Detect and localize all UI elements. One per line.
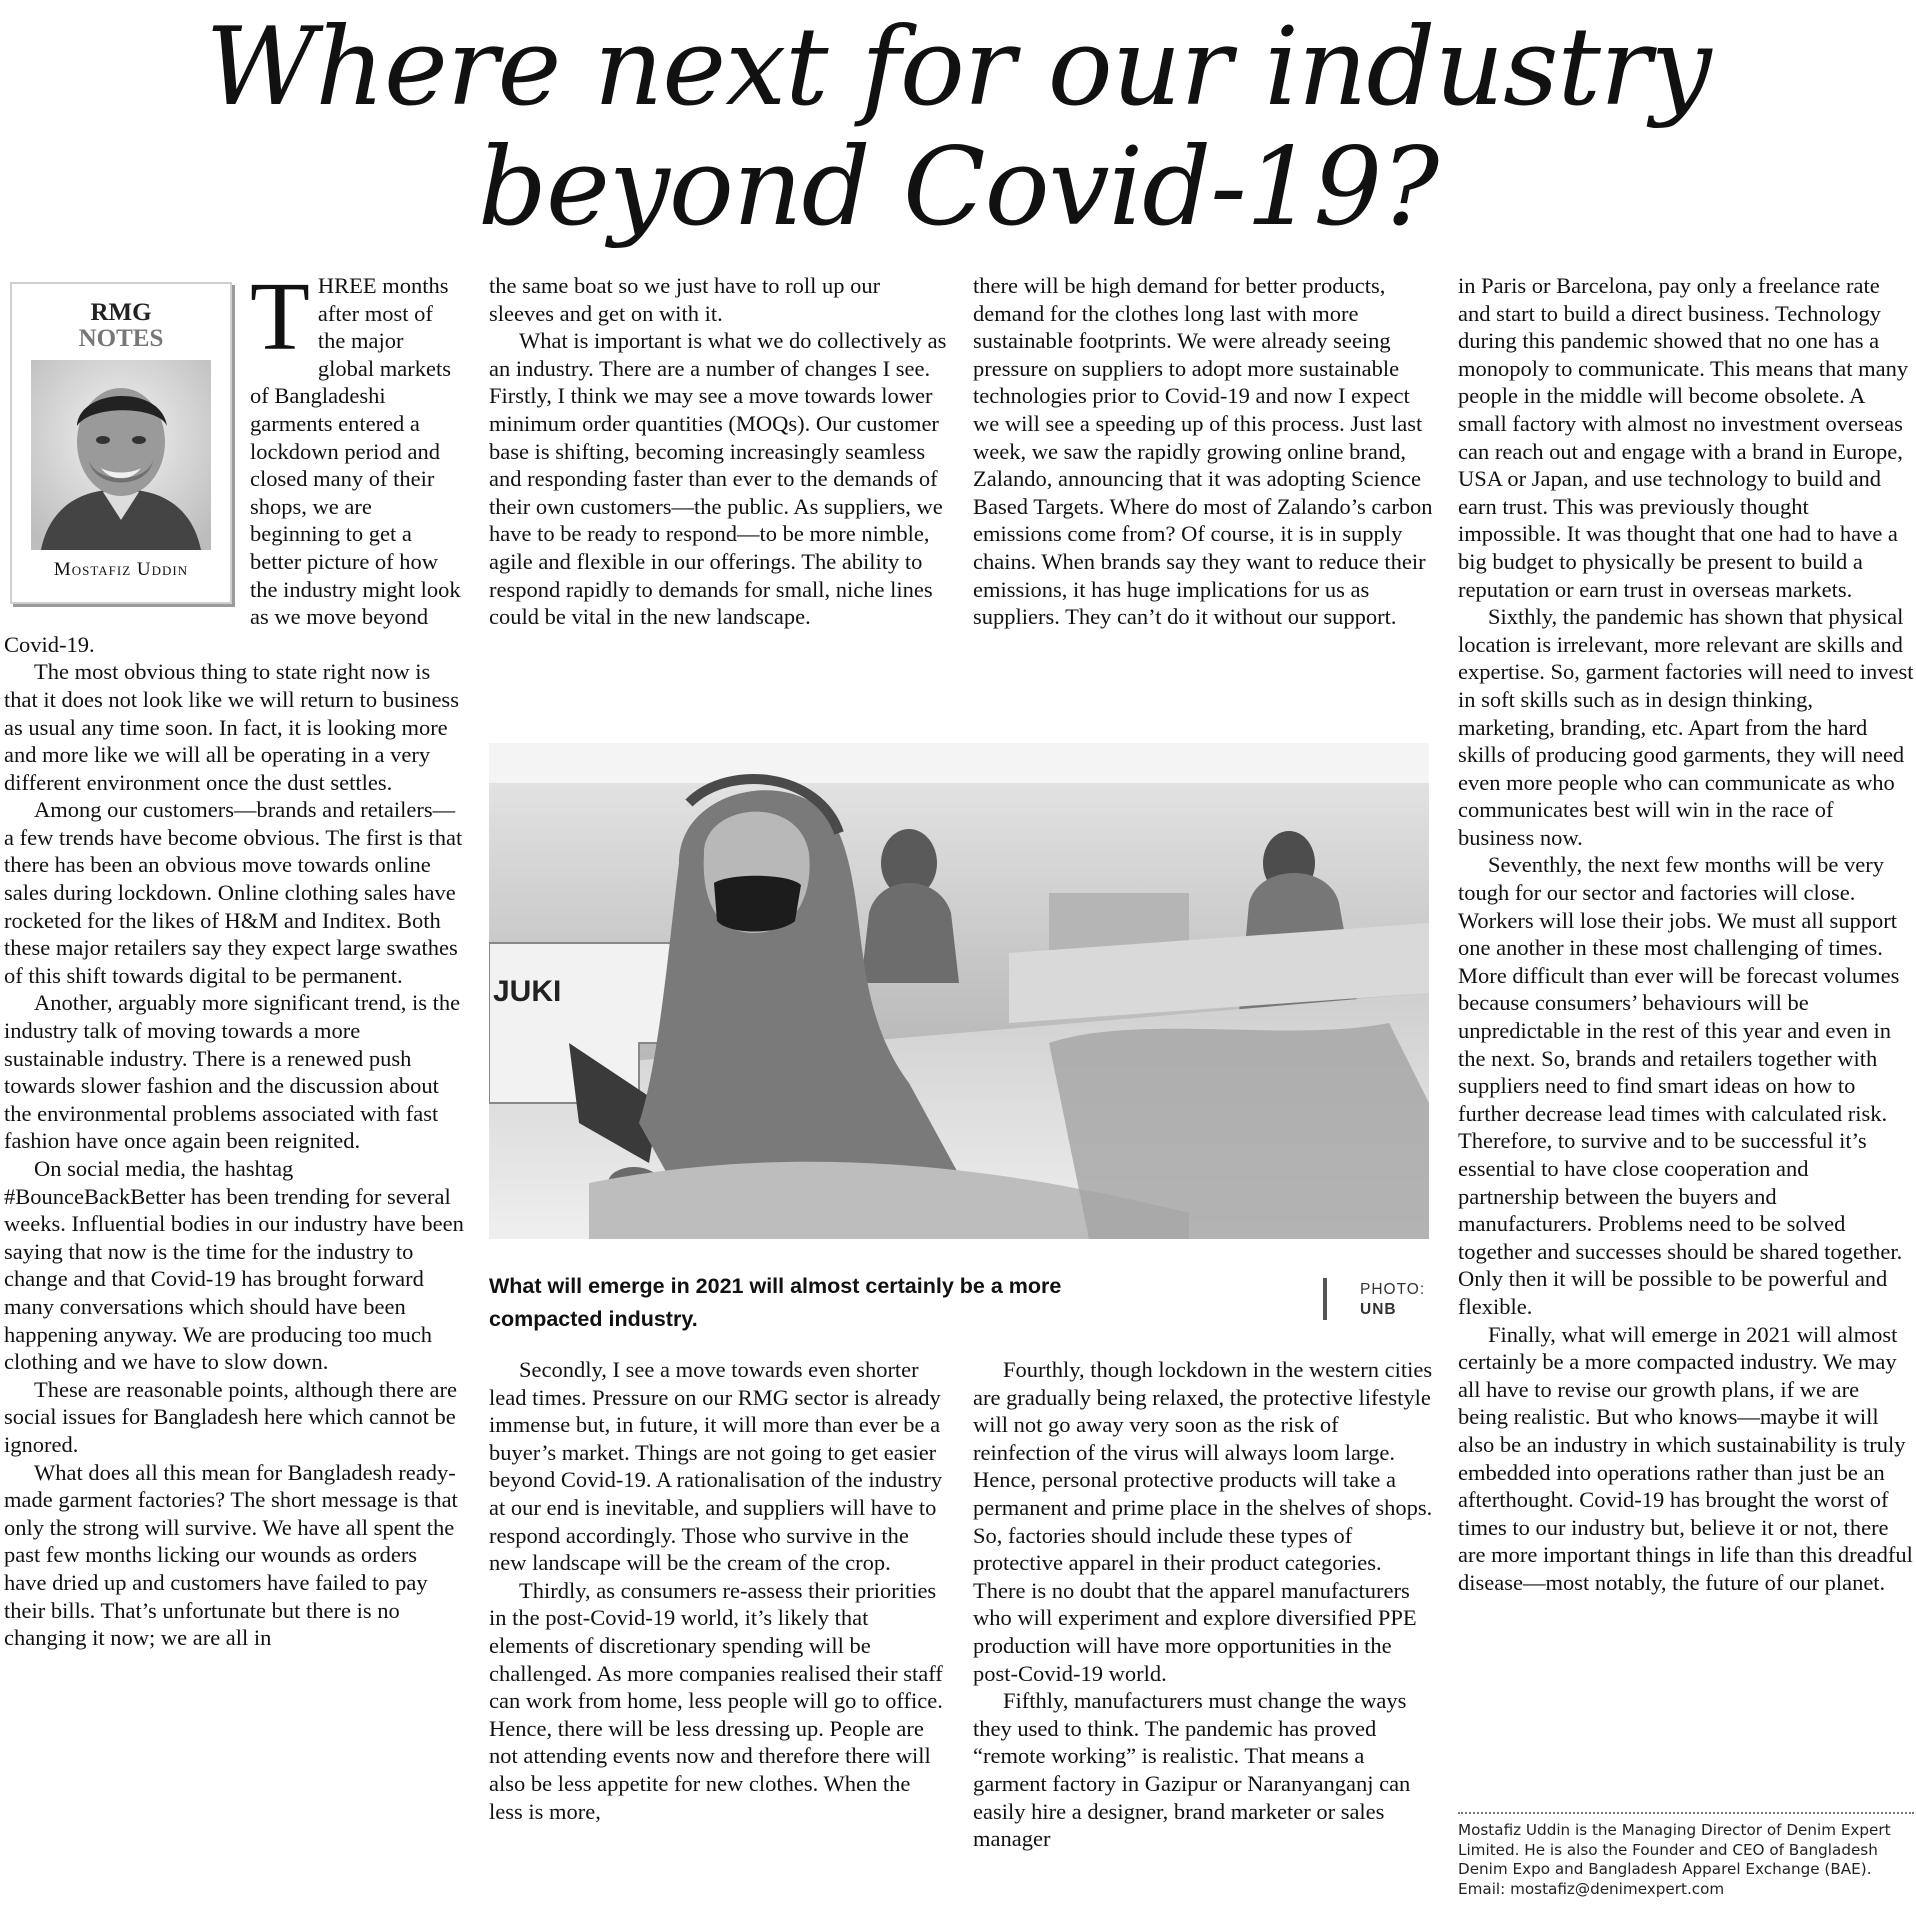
author-bio: Mostafiz Uddin is the Managing Director of Denim Expert Limited. He is also the Founder and CEO of Bangladesh Denim Expo and Bangladesh Apparel Exchange (BAE). Email: mostafiz@denimexpert.com [1458, 1821, 1891, 1898]
columnist-box [10, 282, 232, 604]
article-column-4 [1458, 272, 1914, 1807]
intro-paragraph: HREE months after most of the major global markets of Bangladeshi garments entered a lockdown period and closed many of their shops, we are beginning to get a better picture of how the industry might look as we move beyond Covid-19. [4, 273, 461, 657]
body-paragraph: What does all this mean for Bangladesh ready-made garment factories? The short message is that only the strong will survive. We have all spent the past few months licking our wounds as orders have dried up and customers have failed to pay their bills. That’s unfortunate but there is no changing it now; we are all in [4, 1459, 458, 1651]
bio-divider [1458, 1812, 1914, 1814]
author-portrait [31, 360, 211, 550]
body-paragraph: in Paris or Barcelona, pay only a freelance rate and start to build a direct business. Technology during this pandemic showed that no one has a monopoly to communicate. This means that many people in the middle will become obsolete. A small factory with almost no investment overseas can reach out and engage with a brand in Europe, USA or Japan, and use technology to build and earn trust. This was previously thought impossible. It was thought that one had to have a big budget to physically be present to build a reputation or earn trust in overseas markets. [1458, 273, 1909, 602]
body-paragraph: The most obvious thing to state right now is that it does not look like we will return to business as usual any time soon. In fact, it is looking more and more like we will all be operating in a very different environment once the dust settles. [4, 659, 459, 795]
body-paragraph: Finally, what will emerge in 2021 will almost certainly be a more compacted industry. We may all have to revise our growth plans, if we are being realistic. But who knows—maybe it will also be an industry in which sustainability is truly embedded into operations rather than just be an afterthought. Covid-19 has brought the worst of times to our industry but, believe it or not, there are more important things in life than this dreadful disease—most notably, the future of our planet. [1458, 1321, 1913, 1595]
body-paragraph: On social media, the hashtag #BounceBackBetter has been trending for several weeks. Influential bodies in our industry have been saying that now is the time for the industry to change and that Covid-19 has brought forward many conversations which should have been happening anyway. We are producing too much clothing and we have to slow down. [4, 1156, 464, 1375]
article-photo [489, 743, 1429, 1239]
photo-credit-source: UNB [1360, 1301, 1397, 1318]
article-column-2-bottom [489, 1356, 949, 1917]
body-paragraph: Fourthly, though lockdown in the western cities are gradually being relaxed, the protective lifestyle will not go away very soon as the risk of reinfection of the virus will always loom large. Hence, personal protective products will take a permanent and prime place in the shelves of shops. So, factories should include these types of protective apparel in their product categories. There is no doubt that the apparel manufacturers who will experiment and explore diversified PPE production will have more opportunities in the post-Covid-19 world. [973, 1357, 1433, 1686]
garment-factory-photo [489, 743, 1429, 1239]
column-label-line1: RMG [90, 299, 152, 326]
body-paragraph: Among our customers—brands and retailers—a few trends have become obvious. The first is that there has been an obvious move towards online sales during lockdown. Online clothing sales have rocketed for the likes of H&M and Inditex. Both these major retailers say they expect large swathes of this shift towards digital to be permanent. [4, 797, 463, 988]
article-column-3-bottom [973, 1356, 1435, 1917]
photo-credit [1360, 1280, 1440, 1320]
article-column-2-top [489, 272, 949, 722]
photo-caption: What will emerge in 2021 will almost certainly be a more compacted industry. [489, 1274, 1062, 1331]
body-paragraph: Fifthly, manufacturers must change the ways they used to think. The pandemic has proved “remote working” is realistic. That means a garment factory in Gazipur or Naranyanganj can easily hire a designer, brand marketer or sales manager [973, 1688, 1411, 1852]
author-byline: Mostafiz Uddin [53, 559, 189, 580]
article-column-3-top [973, 272, 1435, 722]
body-paragraph: These are reasonable points, although there are social issues for Bangladesh here which cannot be ignored. [4, 1376, 457, 1457]
body-paragraph: there will be high demand for better products, demand for the clothes long last with more sustainable footprints. We were already seeing pressure on suppliers to adopt more sustainable technologies prior to Covid-19 and now I expect we will see a speeding up of this process. Just last week, we saw the rapidly growing online brand, Zalando, announcing that it was adopting Science Based Targets. Where do most of Zalando’s carbon emissions come from? Of course, it is in supply chains. When brands say they want to reduce their emissions, it has huge implications for us as suppliers. They can’t do it without our support. [973, 273, 1433, 630]
body-paragraph: Seventhly, the next few months will be very tough for our sector and factories will close. Workers will lose their jobs. We must all support one another in these most challenging of times. More difficult than ever will be forecast volumes because consumers’ behaviours will be unpredictable in the rest of this year and even in the next. So, brands and retailers together with suppliers need to find smart ideas on how to further decrease lead times with calculated risk. Therefore, to survive and to be successful it’s essential to have close cooperation and partnership between the buyers and manufacturers. Problems need to be solved together and successes should be shared together. Only then it will be possible to be powerful and flexible. [1458, 852, 1903, 1319]
body-paragraph: Thirdly, as consumers re-assess their priorities in the post-Covid-19 world, it’s likely that elements of discretionary spending will be challenged. As more companies realised their staff can work from home, less people will go to office. Hence, there will be less dressing up. People are not attending events now and therefore there will also be less appetite for new clothes. When the less is more, [489, 1577, 943, 1824]
machine-brand-label: JUKI [493, 975, 562, 1008]
body-paragraph: the same boat so we just have to roll up our sleeves and get on with it. [489, 273, 881, 326]
article-column-1 [4, 272, 464, 1917]
drop-cap: T [250, 272, 310, 371]
photo-credit-label: PHOTO: [1360, 1281, 1426, 1298]
headline: Where next for our industry beyond Covid-19? [205, 5, 1711, 250]
body-paragraph: Another, arguably more significant trend, is the industry talk of moving towards a more sustainable industry. There is a renewed push towards slower fashion and the discussion about the environmental problems associated with fast fashion have once again been reignited. [4, 990, 461, 1154]
body-paragraph: Secondly, I see a move towards even shorter lead times. Pressure on our RMG sector is already immense but, in future, it will more than ever be a buyer’s market. Things are not going to get easier beyond Covid-19. A rationalisation of the industry at our end is inevitable, and suppliers will have to respond accordingly. Those who survive in the new landscape will be the cream of the crop. [489, 1357, 943, 1576]
credit-divider [1323, 1278, 1327, 1320]
body-paragraph: Sixthly, the pandemic has shown that physical location is irrelevant, more relevant are skills and expertise. So, garment factories will need to invest in soft skills such as in design thinking, marketing, branding, etc. Apart from the hard skills of producing good garments, they will need even more people who can communicate as who communicates best will win in the race of business now. [1458, 604, 1914, 850]
column-label [12, 300, 230, 352]
body-paragraph: What is important is what we do collectively as an industry. There are a number of changes I see. Firstly, I think we may see a move towards lower minimum order quantities (MOQs). Our customer base is shifting, becoming increasingly seamless and responding faster than ever to the demands of their own customers—the public. As suppliers, we have to be ready to respond—to be more nimble, agile and flexible in our offerings. The ability to respond rapidly to demands for small, niche lines could be vital in the new landscape. [489, 328, 947, 630]
column-label-line2: NOTES [78, 325, 164, 352]
